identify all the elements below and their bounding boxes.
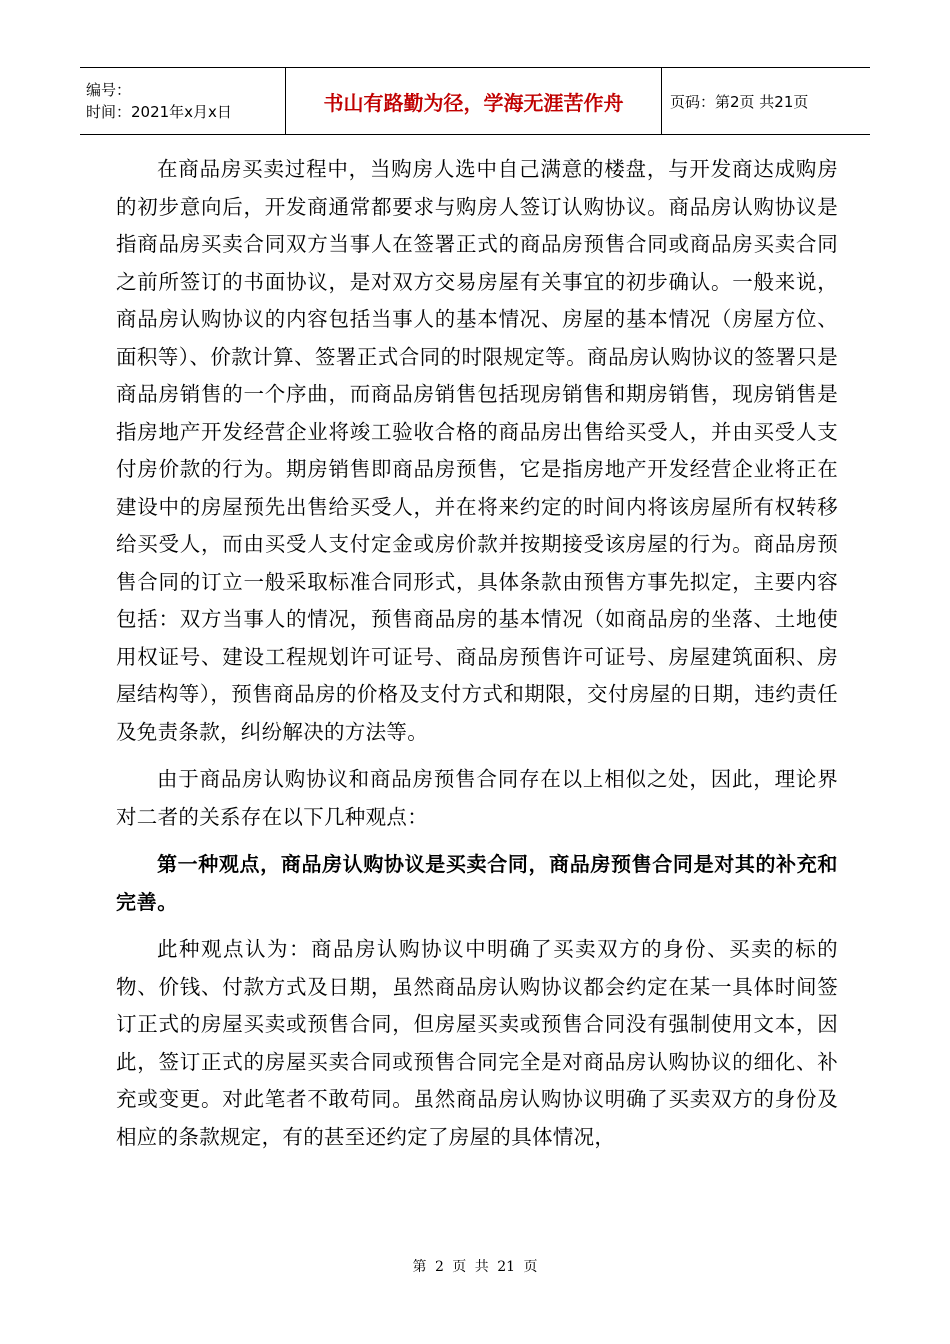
heading-first-viewpoint: 第一种观点，商品房认购协议是买卖合同，商品房预售合同是对其的补充和完善。 — [116, 852, 838, 914]
header-page-number: 页码：第2页 共21页 — [662, 68, 871, 135]
page-footer: 第 2 页 共 21 页 — [412, 1259, 538, 1275]
paragraph-first-viewpoint: 此种观点认为：商品房认购协议中明确了买卖双方的身份、买卖的标的物、价钱、付款方式及日期，虽然商品房认购协议都会约定在某一具体时间签订正式的房屋买卖或预售合同，但房屋买卖或预售合同没有强制使用文本，因此，签订正式的房屋买卖合同或预售合同完全是对商品房认购协议的细化、补充或变更。对此笔者不敢苟同。虽然商品房认购协议明确了买卖双方的身份及相应的条款规定，有的甚至还约定了房屋的具体情况， — [116, 937, 838, 1149]
document-body — [116, 151, 838, 1156]
page-header — [80, 67, 870, 135]
paragraph-viewpoints-intro: 由于商品房认购协议和商品房预售合同存在以上相似之处，因此，理论界对二者的关系存在以下几种观点： — [116, 767, 838, 829]
paragraph-intro: 在商品房买卖过程中，当购房人选中自己满意的楼盘，与开发商达成购房的初步意向后，开发商通常都要求与购房人签订认购协议。商品房认购协议是指商品房买卖合同双方当事人在签署正式的商品房预售合同或商品房买卖合同之前所签订的书面协议，是对双方交易房屋有关事宜的初步确认。一般来说，商品房认购协议的内容包括当事人的基本情况、房屋的基本情况（房屋方位、面积等）、价款计算、签署正式合同的时限规定等。商品房认购协议的签署只是商品房销售的一个序曲，而商品房销售包括现房销售和期房销售，现房销售是指房地产开发经营企业将竣工验收合格的商品房出售给买受人，并由买受人支付房价款的行为。期房销售即商品房预售，它是指房地产开发经营企业将正在建设中的房屋预先出售给买受人，并在将来约定的时间内将该房屋所有权转移给买受人，而由买受人支付定金或房价款并按期接受该房屋的行为。商品房预售合同的订立一般采取标准合同形式，具体条款由预售方事先拟定，主要内容包括：双方当事人的情况，预售商品房的基本情况（如商品房的坐落、土地使用权证号、建设工程规划许可证号、商品房预售许可证号、房屋建筑面积、房屋结构等），预售商品房的价格及支付方式和期限，交付房屋的日期，违约责任及免责条款，纠纷解决的方法等。 — [116, 157, 838, 744]
header-motto: 书山有路勤为径，学海无涯苦作舟 — [286, 68, 662, 135]
document-date-label: 时间：2021年x月x日 — [86, 103, 232, 121]
document-number-label: 编号： — [86, 81, 132, 99]
header-meta — [80, 68, 286, 135]
